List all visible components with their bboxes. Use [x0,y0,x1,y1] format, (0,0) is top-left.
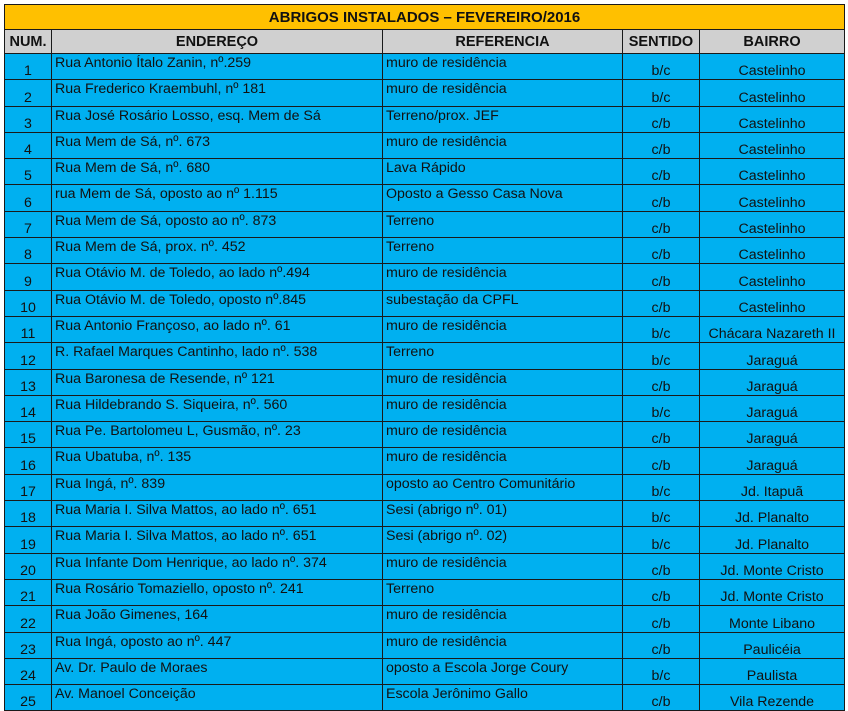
cell-endereco: rua Mem de Sá, oposto ao nº 1.115 [52,185,383,211]
cell-sentido: c/b [623,264,700,290]
cell-num: 12 [5,343,52,369]
cell-bairro: Paulicéia [700,632,845,658]
shelters-table [4,4,845,711]
header-endereco: ENDEREÇO [52,30,383,54]
cell-num: 15 [5,422,52,448]
cell-sentido: b/c [623,343,700,369]
cell-endereco: Rua Baronesa de Resende, nº 121 [52,369,383,395]
cell-bairro: Jaraguá [700,448,845,474]
cell-referencia: Terreno [383,238,623,264]
cell-num: 25 [5,685,52,711]
table-row [5,474,845,500]
cell-referencia: muro de residência [383,80,623,106]
cell-endereco: Rua Otávio M. de Toledo, oposto nº.845 [52,290,383,316]
cell-bairro: Paulista [700,658,845,684]
cell-referencia: Terreno [383,211,623,237]
cell-sentido: b/c [623,658,700,684]
cell-bairro: Jd. Monte Cristo [700,579,845,605]
cell-endereco: Rua João Gimenes, 164 [52,606,383,632]
header-sentido: SENTIDO [623,30,700,54]
cell-bairro: Vila Rezende [700,685,845,711]
cell-bairro: Jaraguá [700,395,845,421]
cell-bairro: Castelinho [700,290,845,316]
cell-referencia: Lava Rápido [383,159,623,185]
table-row [5,395,845,421]
cell-referencia: Terreno [383,343,623,369]
header-num: NUM. [5,30,52,54]
cell-sentido: c/b [623,159,700,185]
cell-sentido: b/c [623,54,700,80]
table-title: ABRIGOS INSTALADOS – FEVEREIRO/2016 [5,5,845,30]
cell-num: 14 [5,395,52,421]
cell-num: 24 [5,658,52,684]
cell-num: 9 [5,264,52,290]
header-bairro: BAIRRO [700,30,845,54]
cell-endereco: Rua Mem de Sá, prox. nº. 452 [52,238,383,264]
cell-bairro: Castelinho [700,211,845,237]
cell-referencia: muro de residência [383,132,623,158]
cell-sentido: c/b [623,185,700,211]
cell-referencia: muro de residência [383,553,623,579]
cell-endereco: Rua Pe. Bartolomeu L, Gusmão, nº. 23 [52,422,383,448]
cell-endereco: Rua Antonio Ítalo Zanin, nº.259 [52,54,383,80]
cell-num: 23 [5,632,52,658]
cell-referencia: muro de residência [383,54,623,80]
cell-num: 16 [5,448,52,474]
table-row [5,159,845,185]
cell-bairro: Chácara Nazareth II [700,316,845,342]
cell-referencia: Escola Jerônimo Gallo [383,685,623,711]
cell-bairro: Castelinho [700,264,845,290]
cell-num: 2 [5,80,52,106]
table-row [5,527,845,553]
table-row [5,132,845,158]
table-row [5,264,845,290]
cell-referencia: Sesi (abrigo nº. 02) [383,527,623,553]
cell-bairro: Jd. Planalto [700,501,845,527]
header-referencia: REFERENCIA [383,30,623,54]
cell-num: 21 [5,579,52,605]
cell-bairro: Jd. Monte Cristo [700,553,845,579]
cell-endereco: Rua Antonio Françoso, ao lado nº. 61 [52,316,383,342]
table-row [5,685,845,711]
cell-referencia: Oposto a Gesso Casa Nova [383,185,623,211]
cell-num: 10 [5,290,52,316]
table-row [5,501,845,527]
cell-bairro: Monte Libano [700,606,845,632]
cell-sentido: c/b [623,448,700,474]
cell-referencia: muro de residência [383,422,623,448]
cell-sentido: c/b [623,685,700,711]
table-row [5,54,845,80]
table-row [5,238,845,264]
cell-referencia: muro de residência [383,395,623,421]
cell-endereco: Rua Ubatuba, nº. 135 [52,448,383,474]
cell-bairro: Jaraguá [700,369,845,395]
cell-referencia: oposto ao Centro Comunitário [383,474,623,500]
table-row [5,369,845,395]
table-row [5,553,845,579]
cell-num: 13 [5,369,52,395]
table-row [5,185,845,211]
cell-referencia: muro de residência [383,316,623,342]
cell-referencia: muro de residência [383,606,623,632]
table-row [5,80,845,106]
cell-endereco: Rua Ingá, nº. 839 [52,474,383,500]
cell-num: 22 [5,606,52,632]
table-row [5,211,845,237]
cell-sentido: c/b [623,290,700,316]
cell-sentido: b/c [623,527,700,553]
spreadsheet [4,4,844,711]
cell-sentido: c/b [623,422,700,448]
cell-sentido: c/b [623,238,700,264]
cell-referencia: Terreno [383,579,623,605]
table-row [5,579,845,605]
cell-referencia: Sesi (abrigo nº. 01) [383,501,623,527]
cell-referencia: muro de residência [383,369,623,395]
table-row [5,658,845,684]
table-body [5,54,845,711]
title-row [5,5,845,30]
cell-num: 3 [5,106,52,132]
cell-bairro: Castelinho [700,185,845,211]
cell-sentido: c/b [623,132,700,158]
cell-endereco: Rua Infante Dom Henrique, ao lado nº. 374 [52,553,383,579]
cell-bairro: Castelinho [700,238,845,264]
cell-sentido: c/b [623,632,700,658]
cell-endereco: Rua Mem de Sá, oposto ao nº. 873 [52,211,383,237]
cell-endereco: Rua Frederico Kraembuhl, nº 181 [52,80,383,106]
cell-referencia: oposto a Escola Jorge Coury [383,658,623,684]
cell-endereco: Rua José Rosário Losso, esq. Mem de Sá [52,106,383,132]
cell-endereco: Av. Dr. Paulo de Moraes [52,658,383,684]
cell-endereco: Av. Manoel Conceição [52,685,383,711]
cell-bairro: Jaraguá [700,422,845,448]
cell-sentido: c/b [623,579,700,605]
cell-sentido: c/b [623,106,700,132]
cell-endereco: Rua Maria I. Silva Mattos, ao lado nº. 651 [52,501,383,527]
cell-num: 4 [5,132,52,158]
cell-referencia: subestação da CPFL [383,290,623,316]
cell-endereco: Rua Mem de Sá, nº. 673 [52,132,383,158]
table-row [5,106,845,132]
cell-endereco: Rua Otávio M. de Toledo, ao lado nº.494 [52,264,383,290]
table-row [5,606,845,632]
cell-sentido: c/b [623,553,700,579]
cell-num: 20 [5,553,52,579]
table-row [5,448,845,474]
cell-sentido: b/c [623,80,700,106]
cell-bairro: Jaraguá [700,343,845,369]
cell-bairro: Jd. Planalto [700,527,845,553]
cell-bairro: Castelinho [700,132,845,158]
header-row [5,30,845,54]
cell-bairro: Castelinho [700,159,845,185]
table-row [5,422,845,448]
cell-endereco: Rua Maria I. Silva Mattos, ao lado nº. 651 [52,527,383,553]
cell-sentido: c/b [623,211,700,237]
table-row [5,290,845,316]
cell-sentido: b/c [623,395,700,421]
cell-endereco: Rua Rosário Tomaziello, oposto nº. 241 [52,579,383,605]
cell-num: 5 [5,159,52,185]
cell-num: 7 [5,211,52,237]
cell-endereco: Rua Hildebrando S. Siqueira, nº. 560 [52,395,383,421]
cell-num: 11 [5,316,52,342]
cell-num: 18 [5,501,52,527]
cell-sentido: b/c [623,316,700,342]
cell-sentido: c/b [623,369,700,395]
cell-bairro: Castelinho [700,106,845,132]
cell-referencia: Terreno/prox. JEF [383,106,623,132]
cell-num: 19 [5,527,52,553]
cell-num: 1 [5,54,52,80]
cell-bairro: Jd. Itapuã [700,474,845,500]
cell-sentido: b/c [623,501,700,527]
cell-num: 6 [5,185,52,211]
cell-endereco: Rua Mem de Sá, nº. 680 [52,159,383,185]
cell-num: 8 [5,238,52,264]
cell-sentido: b/c [623,474,700,500]
cell-endereco: R. Rafael Marques Cantinho, lado nº. 538 [52,343,383,369]
cell-endereco: Rua Ingá, oposto ao nº. 447 [52,632,383,658]
table-row [5,632,845,658]
cell-bairro: Castelinho [700,80,845,106]
cell-bairro: Castelinho [700,54,845,80]
cell-sentido: c/b [623,606,700,632]
table-row [5,316,845,342]
cell-referencia: muro de residência [383,448,623,474]
cell-referencia: muro de residência [383,632,623,658]
table-row [5,343,845,369]
cell-num: 17 [5,474,52,500]
cell-referencia: muro de residência [383,264,623,290]
